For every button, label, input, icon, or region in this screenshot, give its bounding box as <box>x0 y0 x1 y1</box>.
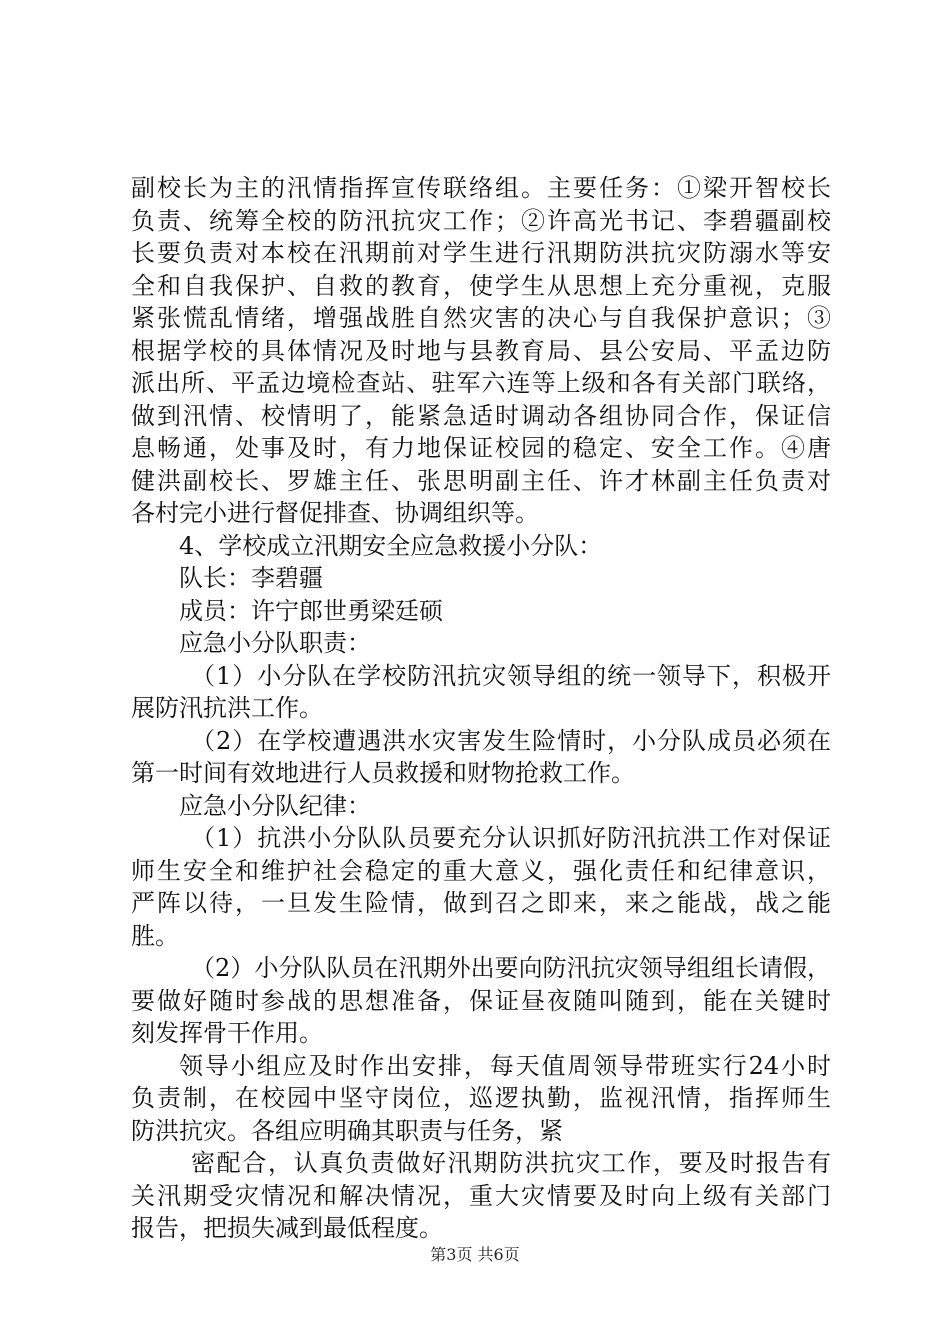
discipline-heading: 应急小分队纪律： <box>179 791 371 820</box>
section-heading: 4、学校成立汛期安全应急救援小分队： <box>179 531 603 560</box>
text-line: 领导小组应及时作出安排，每天值周领导带班实行24小时 <box>179 1051 831 1080</box>
text-line: 派出所、平孟边境检查站、驻军六连等上级和各有关部门联络， <box>131 369 831 397</box>
text-line: 全和自我保护、自救的教育，使学生从思想上充分重视，克服 <box>131 271 831 300</box>
text-line: 胜。 <box>131 921 179 950</box>
text-line: 紧张慌乱情绪，增强战胜自然灾害的决心与自我保护意识；③ <box>131 304 831 332</box>
text-line: 健洪副校长、罗雄主任、张思明副主任、许才林副主任负责对 <box>131 466 831 495</box>
text-line: 关汛期受灾情况和解决情况，重大灾情要及时向上级有关部门 <box>131 1181 831 1210</box>
duties-heading: 应急小分队职责： <box>179 629 371 657</box>
text-line: 根据学校的具体情况及时地与县教育局、县公安局、平孟边防 <box>131 336 831 365</box>
text-line: 要做好随时参战的思想准备，保证昼夜随叫随到，能在关键时 <box>131 986 831 1015</box>
document-body <box>131 172 831 1245</box>
team-leader-line: 队长：李碧疆 <box>179 564 323 592</box>
text-line: 长要负责对本校在汛期前对学生进行汛期防洪抗灾防溺水等安 <box>131 239 831 267</box>
text-line: 息畅通，处事及时，有力地保证校园的稳定、安全工作。④唐 <box>131 434 831 462</box>
text-line: （1）小分队在学校防汛抗灾领导组的统一领导下，积极开 <box>191 661 831 690</box>
text-line: 师生安全和维护社会稳定的重大意义，强化责任和纪律意识， <box>131 856 831 885</box>
text-line: （1）抗洪小分队队员要充分认识抓好防汛抗洪工作对保证 <box>191 824 831 852</box>
text-line: 做到汛情、校情明了，能紧急适时调动各组协同合作，保证信 <box>131 401 831 430</box>
text-line: 各村完小进行督促排查、协调组织等。 <box>131 499 539 527</box>
text-line: 副校长为主的汛情指挥宣传联络组。主要任务：①梁开智校长 <box>131 174 831 202</box>
text-line: 报告，把损失减到最低程度。 <box>131 1214 443 1242</box>
text-line: 防洪抗灾。各组应明确其职责与任务，紧 <box>131 1116 563 1145</box>
text-line: 第一时间有效地进行人员救援和财物抢救工作。 <box>131 759 635 787</box>
page-number: 第3页 共6页 <box>430 1245 520 1264</box>
text-line: 负责、统筹全校的防汛抗灾工作；②许高光书记、李碧疆副校 <box>131 206 831 235</box>
text-line: 展防汛抗洪工作。 <box>131 694 323 722</box>
text-line: （2）在学校遭遇洪水灾害发生险情时，小分队成员必须在 <box>191 726 831 755</box>
text-line: （2）小分队队员在汛期外出要向防汛抗灾领导组组长请假， <box>191 954 831 982</box>
text-line: 严阵以待，一旦发生险情，做到召之即来，来之能战，战之能 <box>131 889 831 917</box>
text-line: 负责制，在校园中坚守岗位，巡逻执勤，监视汛情，指挥师生 <box>131 1084 831 1112</box>
text-line: 密配合，认真负责做好汛期防洪抗灾工作，要及时报告有 <box>191 1149 831 1177</box>
text-line: 刻发挥骨干作用。 <box>131 1019 323 1047</box>
team-members-line: 成员：许宁郎世勇梁廷硕 <box>179 596 443 625</box>
